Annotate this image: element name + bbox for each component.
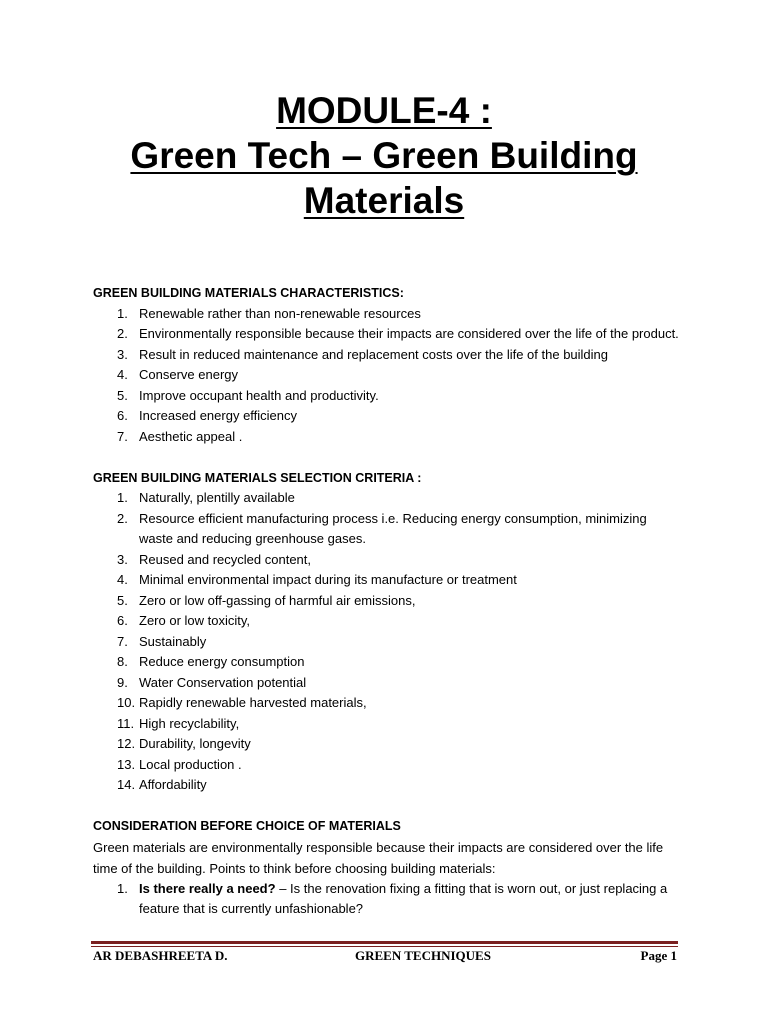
list-item-text: Increased energy efficiency [139,408,298,423]
selection-criteria-list [93,488,683,796]
list-item-text: Reduce energy consumption [139,654,305,669]
list-item [93,611,683,632]
footer-page-number: Page 1 [640,948,677,963]
list-item [93,714,683,735]
list-item [93,365,683,386]
list-item-number: 13. [117,756,136,772]
list-item-text: Renewable rather than non-renewable resources [139,305,421,321]
list-item-number: 4. [117,572,128,587]
list-item [93,345,683,366]
list-item-text: Local production . [139,756,242,772]
characteristics-list [93,304,683,448]
list-item-question: Is there really a need? [139,880,276,896]
list-item [93,386,683,407]
list-item [93,406,683,427]
list-item-number: 12. [117,736,136,751]
list-item [93,304,683,325]
list-item [93,550,683,571]
list-item [93,427,683,448]
list-item-text: Reused and recycled content, [139,551,311,567]
list-item-number: 4. [117,367,128,382]
list-item-number: 7. [117,633,128,649]
list-item-text: Naturally, plentilly available [139,490,295,505]
document-body [93,283,683,920]
list-item-number: 8. [117,654,128,669]
list-item [93,652,683,673]
list-item [93,488,683,509]
list-item-answer: – Is the renovation fixing a fitting that is worn out, or just replacing a feature that is currently unfashionable? [139,880,668,916]
list-item-text: Rapidly renewable harvested materials, [139,695,367,710]
consideration-list [93,879,683,920]
list-item-text: Zero or low off-gassing of harmful air emissions, [139,592,416,608]
list-item-text: Zero or low toxicity, [139,613,251,628]
list-item-text: Improve occupant health and productivity. [139,387,379,403]
list-item-text: Affordability [139,777,207,792]
document-title [0,88,768,223]
list-item-number: 6. [117,613,128,628]
list-item-number: 10. [117,695,136,710]
list-item-number: 14. [117,777,136,792]
title-line-1: MODULE-4 : [276,90,492,131]
list-item [93,775,683,796]
list-item-number: 7. [117,428,128,444]
list-item-text: Environmentally responsible because their impacts are considered over the life of the product. [139,326,679,341]
title-line-2: Green Tech – Green Building [130,135,638,176]
list-item [93,591,683,612]
list-item-text: Conserve energy [139,367,238,382]
list-item-text: Sustainably [139,633,207,649]
list-item [93,755,683,776]
list-item-text: Result in reduced maintenance and replacement costs over the life of the building [139,346,609,362]
list-item-text: Durability, longevity [139,736,251,751]
selection-heading: GREEN BUILDING MATERIALS SELECTION CRITERIA : [93,470,422,485]
characteristics-heading: GREEN BUILDING MATERIALS CHARACTERISTICS: [93,286,404,300]
list-item-number: 3. [117,346,128,362]
list-item [93,509,683,550]
list-item-number: 2. [117,326,128,341]
list-item [93,734,683,755]
list-item-number: 1. [117,880,128,896]
footer-rule [91,941,678,947]
consideration-heading: CONSIDERATION BEFORE CHOICE OF MATERIALS [93,819,401,833]
list-item [93,673,683,694]
list-item-text: Resource efficient manufacturing process i.e. Reducing energy consumption, minimizing waste and reducing greenhouse gases. [139,510,647,546]
list-item-number: 11. [117,715,135,731]
list-item-text: Aesthetic appeal . [139,428,243,444]
list-item-number: 5. [117,592,128,608]
list-item-text [139,879,683,920]
consideration-paragraph: Green materials are environmentally responsible because their impacts are considered over the life time of the building. Points to think before choosing building materials: [93,839,664,876]
list-item-number: 1. [117,305,128,321]
footer-course: GREEN TECHNIQUES [355,948,491,963]
list-item [93,570,683,591]
list-item [93,324,683,345]
list-item [93,879,683,920]
list-item [93,632,683,653]
list-item-text: High recyclability, [139,715,240,731]
list-item-text: Minimal environmental impact during its manufacture or treatment [139,572,517,587]
list-item-number: 6. [117,408,128,423]
list-item-number: 3. [117,551,128,567]
list-item [93,693,683,714]
list-item-number: 1. [117,490,128,505]
footer-author: AR DEBASHREETA D. [93,948,228,963]
list-item-number: 2. [117,510,128,526]
list-item-text: Water Conservation potential [139,674,307,690]
list-item-number: 9. [117,674,128,690]
list-item-number: 5. [117,387,128,403]
title-line-3: Materials [303,180,465,221]
